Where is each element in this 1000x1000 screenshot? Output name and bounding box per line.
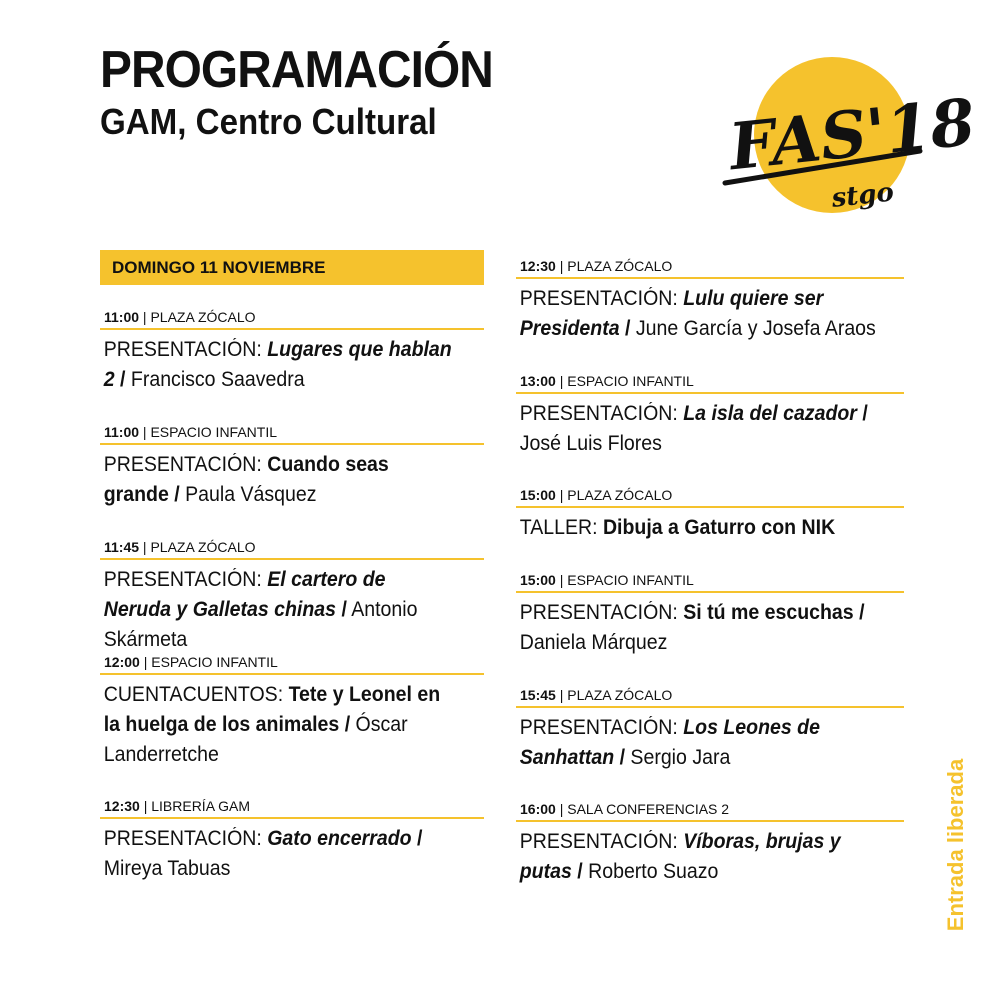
entry-author: Paula Vásquez (185, 483, 317, 506)
page-title: PROGRAMACIÓN (100, 41, 493, 99)
entry-kind: PRESENTACIÓN: (103, 568, 262, 591)
entry-slash: / (120, 368, 126, 391)
entry-slash: / (341, 598, 347, 621)
entry-body (516, 279, 877, 344)
entry-author: June García y Josefa Araos (635, 317, 876, 340)
logo-subtext: stgo (830, 177, 896, 214)
entry-header (516, 569, 904, 593)
date-bar (100, 250, 484, 285)
schedule-entry (516, 255, 904, 344)
entry-place: ESPACIO INFANTIL (567, 373, 694, 389)
entry-work-title: Dibuja a Gaturro con NIK (602, 516, 836, 539)
schedule-entry (100, 651, 484, 770)
entry-time: 15:45 (520, 687, 556, 703)
entry-work-title: La isla del cazador (683, 402, 857, 425)
entry-header (516, 255, 904, 279)
entry-time: 11:00 (104, 309, 140, 325)
schedule-entry (100, 421, 484, 510)
entry-header (100, 651, 484, 675)
separator-bar: | (139, 309, 151, 325)
entry-place: SALA CONFERENCIAS 2 (567, 801, 730, 817)
entry-slash: / (174, 483, 180, 506)
separator-bar: | (555, 801, 568, 817)
entry-body (100, 675, 457, 770)
schedule-entry (516, 798, 904, 887)
logo-text: FAS'18 (725, 84, 979, 186)
entry-kind: CUENTACUENTOS: (103, 683, 284, 706)
entry-header (100, 421, 484, 445)
entry-work-title: Cuando seas grande (103, 453, 389, 506)
entry-time: 16:00 (520, 801, 556, 817)
entry-place: PLAZA ZÓCALO (150, 309, 256, 325)
entry-kind: PRESENTACIÓN: (103, 827, 262, 850)
entry-slash: / (859, 601, 865, 624)
separator-bar: | (139, 654, 152, 670)
schedule-entry (100, 795, 484, 884)
separator-bar: | (555, 572, 568, 588)
entry-slash: / (344, 713, 351, 736)
entry-header (100, 306, 484, 330)
entry-author: Francisco Saavedra (130, 368, 305, 391)
entry-place: ESPACIO INFANTIL (567, 572, 694, 588)
entry-author: Mireya Tabuas (103, 857, 231, 880)
entry-body (516, 593, 877, 658)
entry-header (516, 684, 904, 708)
entry-work-title: Lulu quiere ser Presidenta (519, 287, 824, 340)
entry-slash: / (625, 317, 631, 340)
separator-bar: | (555, 687, 568, 703)
entry-slash: / (577, 860, 583, 883)
entry-place: LIBRERÍA GAM (151, 798, 251, 814)
entry-kind: PRESENTACIÓN: (519, 716, 678, 739)
entry-slash: / (862, 402, 868, 425)
entry-body (100, 819, 457, 884)
page-subtitle: GAM, Centro Cultural (100, 101, 437, 142)
entry-kind: PRESENTACIÓN: (519, 830, 678, 853)
entry-time: 12:30 (520, 258, 556, 274)
separator-bar: | (555, 258, 568, 274)
entry-body (516, 508, 877, 543)
entry-kind: PRESENTACIÓN: (103, 453, 262, 476)
entry-work-title: Si tú me escuchas (683, 601, 854, 624)
entry-time: 13:00 (520, 373, 556, 389)
entry-kind: TALLER: (519, 516, 598, 539)
schedule-entry (100, 306, 484, 395)
separator-bar: | (555, 487, 568, 503)
side-label (943, 740, 968, 950)
entry-body (100, 445, 457, 510)
left-column (100, 250, 484, 880)
entry-time: 12:00 (104, 654, 140, 670)
entry-slash: / (619, 746, 625, 769)
entry-body (100, 330, 457, 395)
entry-kind: PRESENTACIÓN: (519, 287, 678, 310)
entry-header (100, 536, 484, 560)
separator-bar: | (139, 424, 151, 440)
separator-bar: | (555, 373, 568, 389)
entry-header (516, 484, 904, 508)
entry-time: 11:00 (104, 424, 140, 440)
entry-header (516, 798, 904, 822)
entry-time: 12:30 (104, 798, 140, 814)
entry-author: Óscar Landerretche (103, 713, 408, 766)
entry-place: ESPACIO INFANTIL (151, 654, 278, 670)
entry-body (516, 394, 877, 459)
entry-place: PLAZA ZÓCALO (150, 539, 256, 555)
schedule-entry (516, 569, 904, 658)
entry-place: PLAZA ZÓCALO (567, 487, 673, 503)
entry-work-title: Gato encerrado (267, 827, 412, 850)
entry-author: Roberto Suazo (588, 860, 719, 883)
entrada-liberada-label: Entrada liberada (943, 758, 968, 932)
entry-work-title: El cartero de Neruda y Galletas chinas (103, 568, 386, 621)
entry-kind: PRESENTACIÓN: (103, 338, 262, 361)
festival-logo (720, 55, 979, 225)
entry-kind: PRESENTACIÓN: (519, 601, 678, 624)
entry-time: 15:00 (520, 487, 556, 503)
entry-time: 15:00 (520, 572, 556, 588)
entry-slash: / (417, 827, 423, 850)
entry-place: PLAZA ZÓCALO (567, 258, 673, 274)
entry-author: Daniela Márquez (519, 631, 668, 654)
entry-place: ESPACIO INFANTIL (150, 424, 278, 440)
entry-kind: PRESENTACIÓN: (519, 402, 678, 425)
entry-author: José Luis Flores (519, 432, 662, 455)
schedule-entry (516, 484, 904, 543)
entry-work-title: Los Leones de Sanhattan (519, 716, 820, 769)
schedule-entry (516, 370, 904, 459)
separator-bar: | (139, 798, 152, 814)
entry-author: Antonio Skármeta (103, 598, 418, 651)
entry-author: Sergio Jara (630, 746, 731, 769)
schedule-entry (100, 536, 484, 655)
date-label: DOMINGO 11 NOVIEMBRE (112, 257, 326, 277)
entry-body (516, 822, 877, 887)
entry-header (516, 370, 904, 394)
entry-body (516, 708, 877, 773)
entry-time: 11:45 (104, 539, 140, 555)
entry-header (100, 795, 484, 819)
entry-work-title: Víboras, brujas y putas (519, 830, 841, 883)
schedule-entry (516, 684, 904, 773)
entry-work-title: Lugares que hablan 2 (103, 338, 452, 391)
separator-bar: | (139, 539, 151, 555)
entry-work-title: Tete y Leonel en la huelga de los animales (103, 683, 441, 736)
entry-place: PLAZA ZÓCALO (567, 687, 673, 703)
entry-body (100, 560, 457, 655)
